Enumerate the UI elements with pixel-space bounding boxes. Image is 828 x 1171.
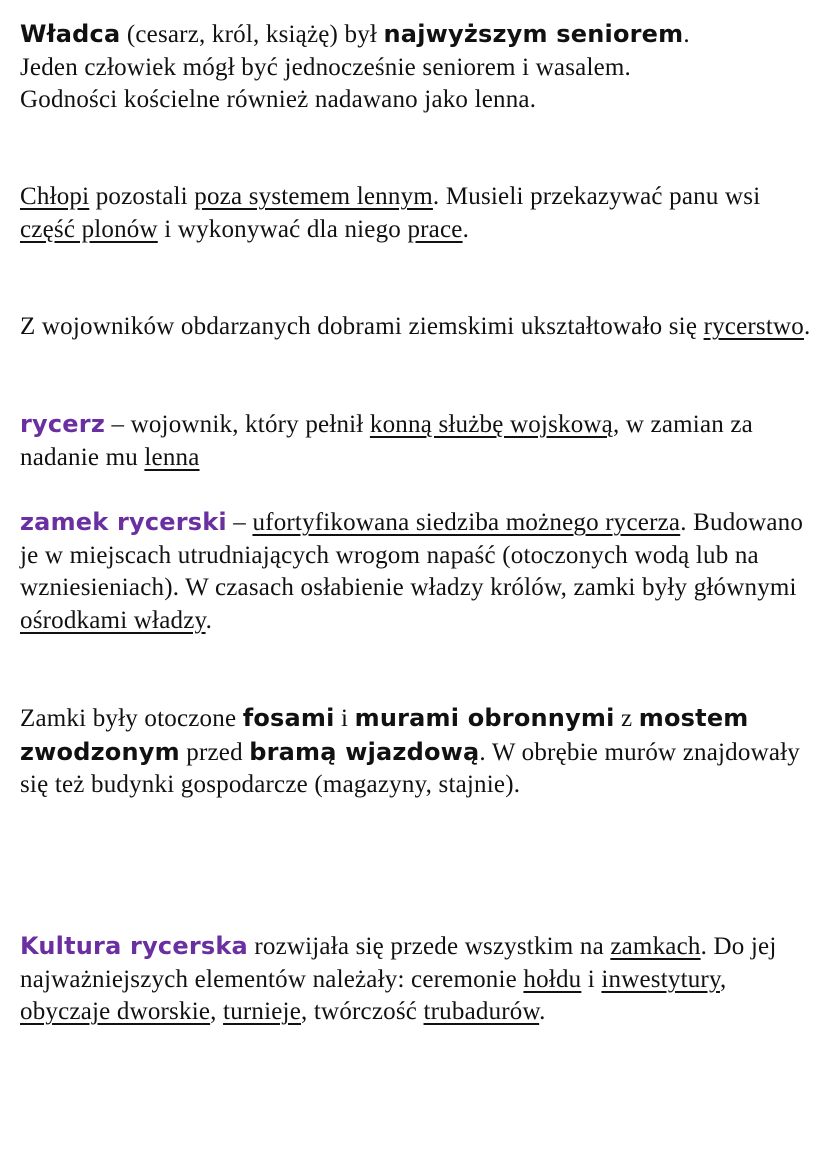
underlined-term: konną służbę wojskową: [369, 411, 613, 438]
underlined-term: trubadurów: [423, 998, 540, 1025]
underlined-term: turnieje: [223, 998, 302, 1025]
text: . Musieli przekazywać panu wsi: [432, 183, 761, 210]
text-line: Godności kościelne również nadawano jako lenna.: [20, 86, 537, 113]
text: , w zamian za nadanie mu: [20, 411, 753, 471]
underlined-term: zamkach: [610, 933, 701, 960]
paragraph-rycerstwo: [20, 311, 810, 344]
text: –: [226, 509, 253, 536]
text: , twórczość: [301, 998, 424, 1025]
paragraph-rycerz: [20, 408, 820, 474]
text: ,: [210, 998, 224, 1025]
underlined-term: inwestytury: [601, 965, 721, 993]
text: Z wojowników obdarzanych dobrami ziemskimi ukształtowało się: [20, 313, 704, 340]
underlined-term: część plonów: [20, 215, 158, 243]
paragraph-kultura: [20, 930, 820, 1029]
text: – wojownik, który pełnił: [105, 411, 370, 438]
definition-term-zamek: zamek rycerski: [20, 508, 227, 536]
text: ,: [720, 965, 727, 993]
underlined-term: hołdu: [523, 965, 582, 993]
text: . Do jej najważniejszych elementów należały: ceremonie: [20, 933, 777, 993]
underlined-term: ośrodkami władzy: [20, 606, 206, 634]
underlined-term: obyczaje dworskie: [20, 998, 211, 1025]
text: z: [614, 705, 639, 732]
bold-term: bramą wjazdową: [249, 737, 480, 766]
text: rozwijała się przede wszystkim na: [247, 933, 611, 960]
text: .: [462, 215, 470, 243]
text: .: [683, 21, 690, 48]
text: . W obrębie murów znajdowały się też budynki gospodarcze (magazyny, stajnie).: [20, 738, 800, 798]
bold-term: murami obronnymi: [354, 704, 615, 732]
bold-term-najwyzszy-senior: najwyższym seniorem: [383, 20, 684, 48]
paragraph-zamki: [20, 702, 820, 802]
text-line: Jeden człowiek mógł być jednocześnie seniorem i wasalem.: [20, 53, 631, 81]
underlined-term: lenna: [144, 443, 200, 471]
paragraph-wladca: [20, 18, 690, 117]
text: (cesarz, król, książę) był: [120, 21, 384, 48]
bold-term: mostem zwodzonym: [20, 704, 749, 766]
underlined-term: poza systemem lennym: [194, 183, 433, 210]
text: pozostali: [89, 183, 195, 210]
text: i: [334, 705, 355, 732]
bold-term-wladca: Władca: [20, 20, 121, 48]
text: Zamki były otoczone: [20, 705, 243, 732]
paragraph-zamek: [20, 506, 820, 637]
underlined-term: ufortyfikowana siedziba możnego rycerza: [252, 509, 681, 536]
text: . Budowano je w miejscach utrudniających wrogom napaść (otoczonych wodą lub na wzniesieniach). W czasach osłabienie władzy królów, zamki były głównymi: [20, 509, 804, 601]
text: .: [205, 606, 213, 634]
text: i wykonywać dla niego: [157, 215, 408, 243]
text: .: [803, 313, 811, 340]
underlined-term: rycerstwo: [703, 313, 804, 340]
definition-term-rycerz: rycerz: [20, 410, 105, 438]
text: i: [581, 965, 602, 993]
underlined-term: Chłopi: [20, 183, 90, 210]
bold-term: fosami: [242, 704, 335, 732]
underlined-term: prace: [407, 215, 463, 243]
definition-term-kultura: Kultura rycerska: [20, 932, 248, 960]
text: przed: [179, 738, 250, 766]
paragraph-chlopi: [20, 181, 820, 246]
text: .: [539, 998, 546, 1025]
